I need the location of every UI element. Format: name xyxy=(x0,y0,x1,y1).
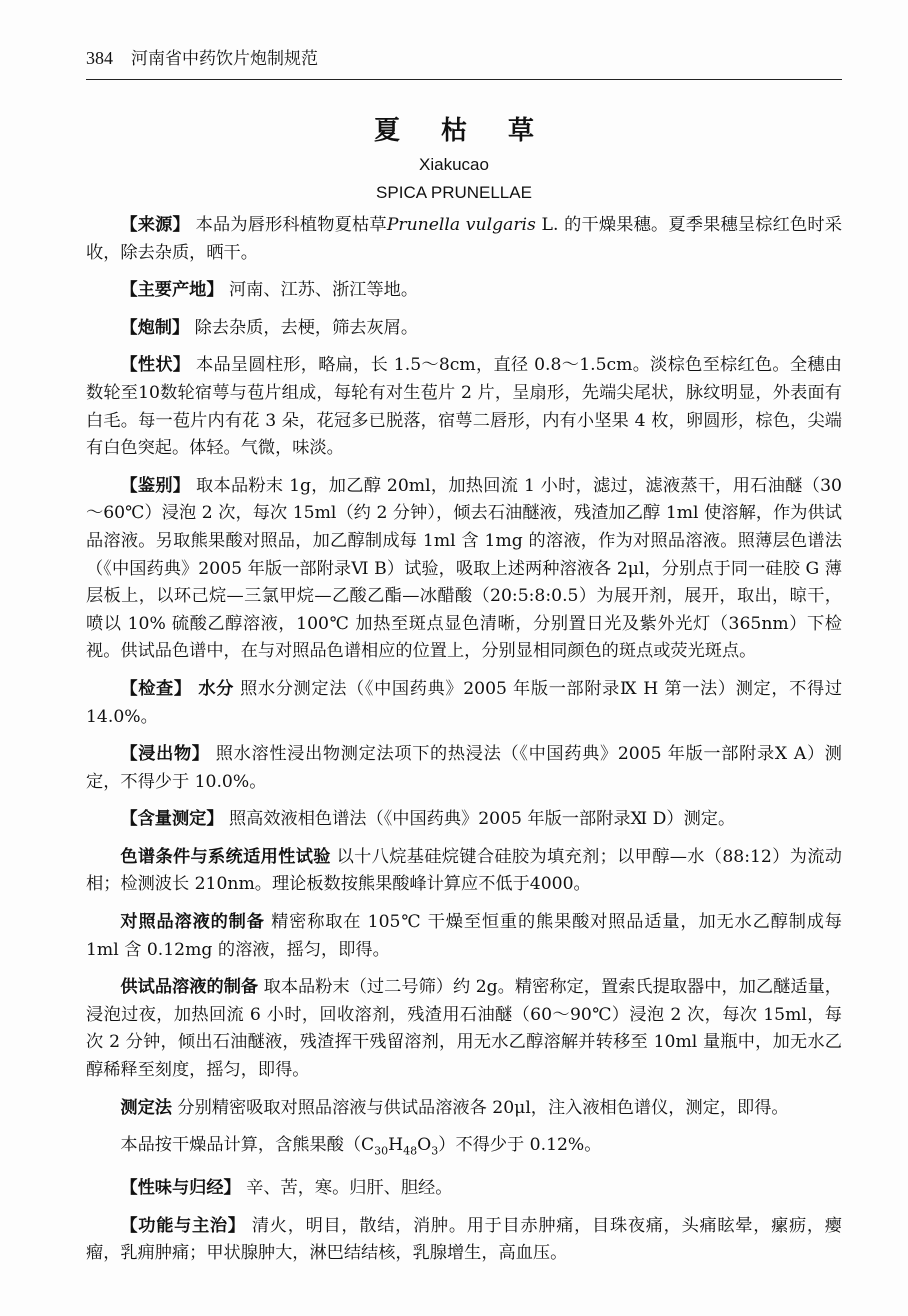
section-inspection xyxy=(86,676,842,731)
section-text: 取本品粉末 1g，加乙醇 20ml，加热回流 1 小时，滤过，滤液蒸干，用石油醚（30～60℃）浸泡 2 次，每次 15ml（约 2 分钟），倾去石油醚液，残渣加乙醇 1ml 使溶解，作为供试品溶液。另取熊果酸对照品，加乙醇制成每 1ml 含 1mg 的溶液，作为对照品溶液。照薄层色谱法（《中国药典》2005 年版一部附录Ⅵ B）试验，吸取上述两种溶液各 2μl，分别点于同一硅胶 G 薄层板上，以环己烷—三氯甲烷—乙酸乙酯—冰醋酸（20:5:8:0.5）为展开剂，展开，取出，晾干，喷以 10% 硫酸乙醇溶液，100℃ 加热至斑点显色清晰，分别置日光及紫外光灯（365nm）下检视。供试品色谱中，在与对照品色谱相应的位置上，分别显相同颜色的斑点或荧光斑点。 xyxy=(86,475,842,662)
subscript: 30 xyxy=(374,1144,389,1158)
page-number: 384 xyxy=(86,48,113,68)
section-text: 本品为唇形科植物夏枯草 xyxy=(189,215,387,235)
section-test-prep xyxy=(86,974,842,1084)
section-text: 照水分测定法（《中国药典》2005 年版一部附录Ⅸ H 第一法）测定，不得过 14.0%。 xyxy=(86,678,843,727)
section-nature xyxy=(86,1175,842,1203)
section-text: ）不得少于 0.12%。 xyxy=(438,1135,602,1156)
section-extract xyxy=(86,741,842,796)
section-method xyxy=(86,1095,842,1123)
book-title: 河南省中药饮片炮制规范 xyxy=(131,49,318,69)
section-text: 河南、江苏、浙江等地。 xyxy=(223,280,419,301)
section-text: 分别精密吸取对照品溶液与供试品溶液各 20μl，注入液相色谱仪，测定，即得。 xyxy=(171,1097,789,1118)
section-heading: 【主要产地】 xyxy=(120,280,224,301)
section-processing xyxy=(86,315,842,343)
monograph-title-block xyxy=(0,110,908,203)
section-text: 以十八烷基硅烷键合硅胶为填充剂；以甲醇—水（88:12）为流动相；检测波长 210nm。理论板数按熊果酸峰计算应不低于4000。 xyxy=(86,846,842,895)
section-text: 照高效液相色谱法（《中国药典》2005 年版一部附录Ⅺ D）测定。 xyxy=(223,809,736,830)
section-text: O xyxy=(417,1135,432,1156)
section-text: 照水溶性浸出物测定法项下的热浸法（《中国药典》2005 年版一部附录Ⅹ A）测定，不得少于 10.0%。 xyxy=(86,744,842,792)
title-chinese: 夏 枯 草 xyxy=(373,116,551,146)
section-heading: 【检查】 xyxy=(120,678,192,699)
section-text: 取本品粉末（过二号筛）约 2g。精密称定，置索氏提取器中，加乙醚适量，浸泡过夜，加热回流 6 小时，回收溶剂，残渣用石油醚（60～90℃）浸泡 2 次，每次 15ml，每次 2 分钟，倾出石油醚液，残渣挥干残留溶剂，用无水乙醇溶解并转移至 10ml 量瓶中，加无水乙醇稀释至刻度，摇匀，即得。 xyxy=(86,977,842,1081)
title-pinyin: Xiakucao xyxy=(419,155,489,174)
subsection-heading: 色谱条件与系统适用性试验 xyxy=(120,846,331,867)
subsection-heading: 测定法 xyxy=(120,1097,172,1118)
section-text: 清火，明目，散结，消肿。用于目赤肿痛，目珠夜痛，头痛眩晕，瘰疬，瘿瘤，乳痈肿痛；甲状腺肿大，淋巴结结核，乳腺增生，高血压。 xyxy=(86,1215,842,1264)
section-text: 本品按干燥品计算，含熊果酸（C xyxy=(120,1135,375,1156)
section-character xyxy=(86,352,842,462)
subsection-heading: 水分 xyxy=(191,678,234,699)
section-text: H xyxy=(388,1135,404,1156)
section-function xyxy=(86,1213,842,1268)
section-heading: 【含量测定】 xyxy=(120,809,224,830)
subscript: 48 xyxy=(403,1144,418,1158)
section-text: 精密称取在 105℃ 干燥至恒重的熊果酸对照品适量，加无水乙醇制成每 1ml 含 0.12mg 的溶液，摇匀，即得。 xyxy=(86,912,842,960)
section-text: 辛、苦，寒。归肝、胆经。 xyxy=(240,1178,453,1199)
subscript: 3 xyxy=(431,1144,439,1158)
section-source xyxy=(86,212,842,267)
section-heading: 【性状】 xyxy=(120,355,191,376)
section-heading: 【浸出物】 xyxy=(120,744,210,765)
section-heading: 【炮制】 xyxy=(120,317,190,338)
section-heading: 【鉴别】 xyxy=(120,475,191,496)
title-latin: SPICA PRUNELLAE xyxy=(376,183,532,202)
latin-name: Prunella vulgaris xyxy=(386,215,536,235)
section-assay xyxy=(86,806,842,834)
monograph-body xyxy=(86,212,842,1278)
section-heading: 【性味与归经】 xyxy=(120,1178,241,1199)
section-chromatography xyxy=(86,844,842,899)
section-content-limit xyxy=(86,1132,842,1165)
section-reference-prep xyxy=(86,909,842,964)
running-header xyxy=(86,44,842,80)
section-heading: 【功能与主治】 xyxy=(120,1215,246,1236)
section-origin xyxy=(86,277,842,305)
section-heading: 【来源】 xyxy=(120,215,190,235)
subsection-heading: 供试品溶液的制备 xyxy=(120,977,259,998)
section-text: 本品呈圆柱形，略扁，长 1.5～8cm，直径 0.8～1.5cm。淡棕色至棕红色。全穗由数轮至10数轮宿萼与苞片组成，每轮有对生苞片 2 片，呈扇形，先端尖尾状，脉纹明显，外表面有白毛。每一苞片内有花 3 朵，花冠多已脱落，宿萼二唇形，内有小坚果 4 枚，卵圆形，棕色，尖端有白色突起。体轻。气微，味淡。 xyxy=(86,355,842,459)
subsection-heading: 对照品溶液的制备 xyxy=(120,912,265,933)
section-identification xyxy=(86,473,842,666)
section-text: 除去杂质，去梗，筛去灰屑。 xyxy=(189,317,419,338)
section-text: L. 的干燥果穗。夏季果穗呈棕红色时采收，除去杂质，晒干。 xyxy=(86,215,843,263)
